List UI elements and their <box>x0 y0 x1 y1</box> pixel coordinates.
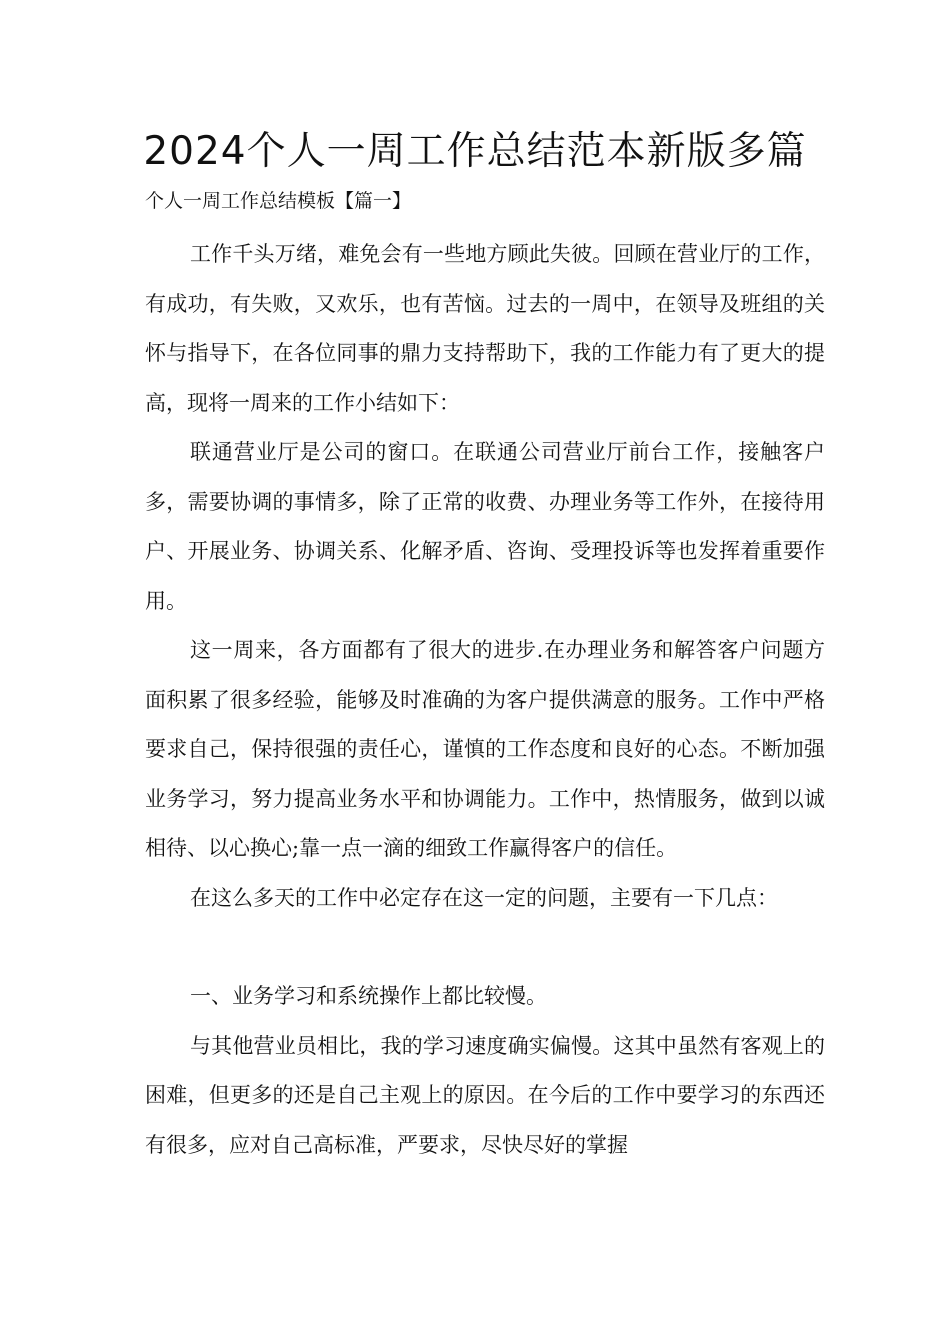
paragraph: 联通营业厅是公司的窗口。在联通公司营业厅前台工作，接触客户多，需要协调的事情多，除了正常的收费、办理业务等工作外，在接待用户、开展业务、协调关系、化解矛盾、咨询、受理投诉等也发挥着重要作用。 <box>145 440 825 613</box>
paragraph: 工作千头万绪，难免会有一些地方顾此失彼。回顾在营业厅的工作，有成功，有失败，又欢乐，也有苦恼。过去的一周中，在领导及班组的关怀与指导下，在各位同事的鼎力支持帮助下，我的工作能力有了更大的提高，现将一周来的工作小结如下： <box>145 242 825 415</box>
paragraph: 这一周来，各方面都有了很大的进步.在办理业务和解答客户问题方面积累了很多经验，能够及时准确的为客户提供满意的服务。工作中严格要求自己，保持很强的责任心，谨慎的工作态度和良好的心态。不断加强业务学习，努力提高业务水平和协调能力。工作中，热情服务，做到以诚相待、以心换心;靠一点一滴的细致工作赢得客户的信任。 <box>145 638 825 860</box>
document-body <box>145 230 825 1170</box>
paragraph: 在这么多天的工作中必定存在这一定的问题，主要有一下几点： <box>190 885 778 910</box>
paragraph: 与其他营业员相比，我的学习速度确实偏慢。这其中虽然有客观上的困难，但更多的还是自己主观上的原因。在今后的工作中要学习的东西还有很多，应对自己高标准，严要求，尽快尽好的掌握 <box>145 1033 825 1157</box>
section-heading: 个人一周工作总结模板【篇一】 <box>145 190 412 212</box>
numbered-point: 一、业务学习和系统操作上都比较慢。 <box>190 984 547 1008</box>
document-title: 2024个人一周工作总结范本新版多篇 <box>143 129 807 174</box>
blank-line <box>145 923 825 972</box>
